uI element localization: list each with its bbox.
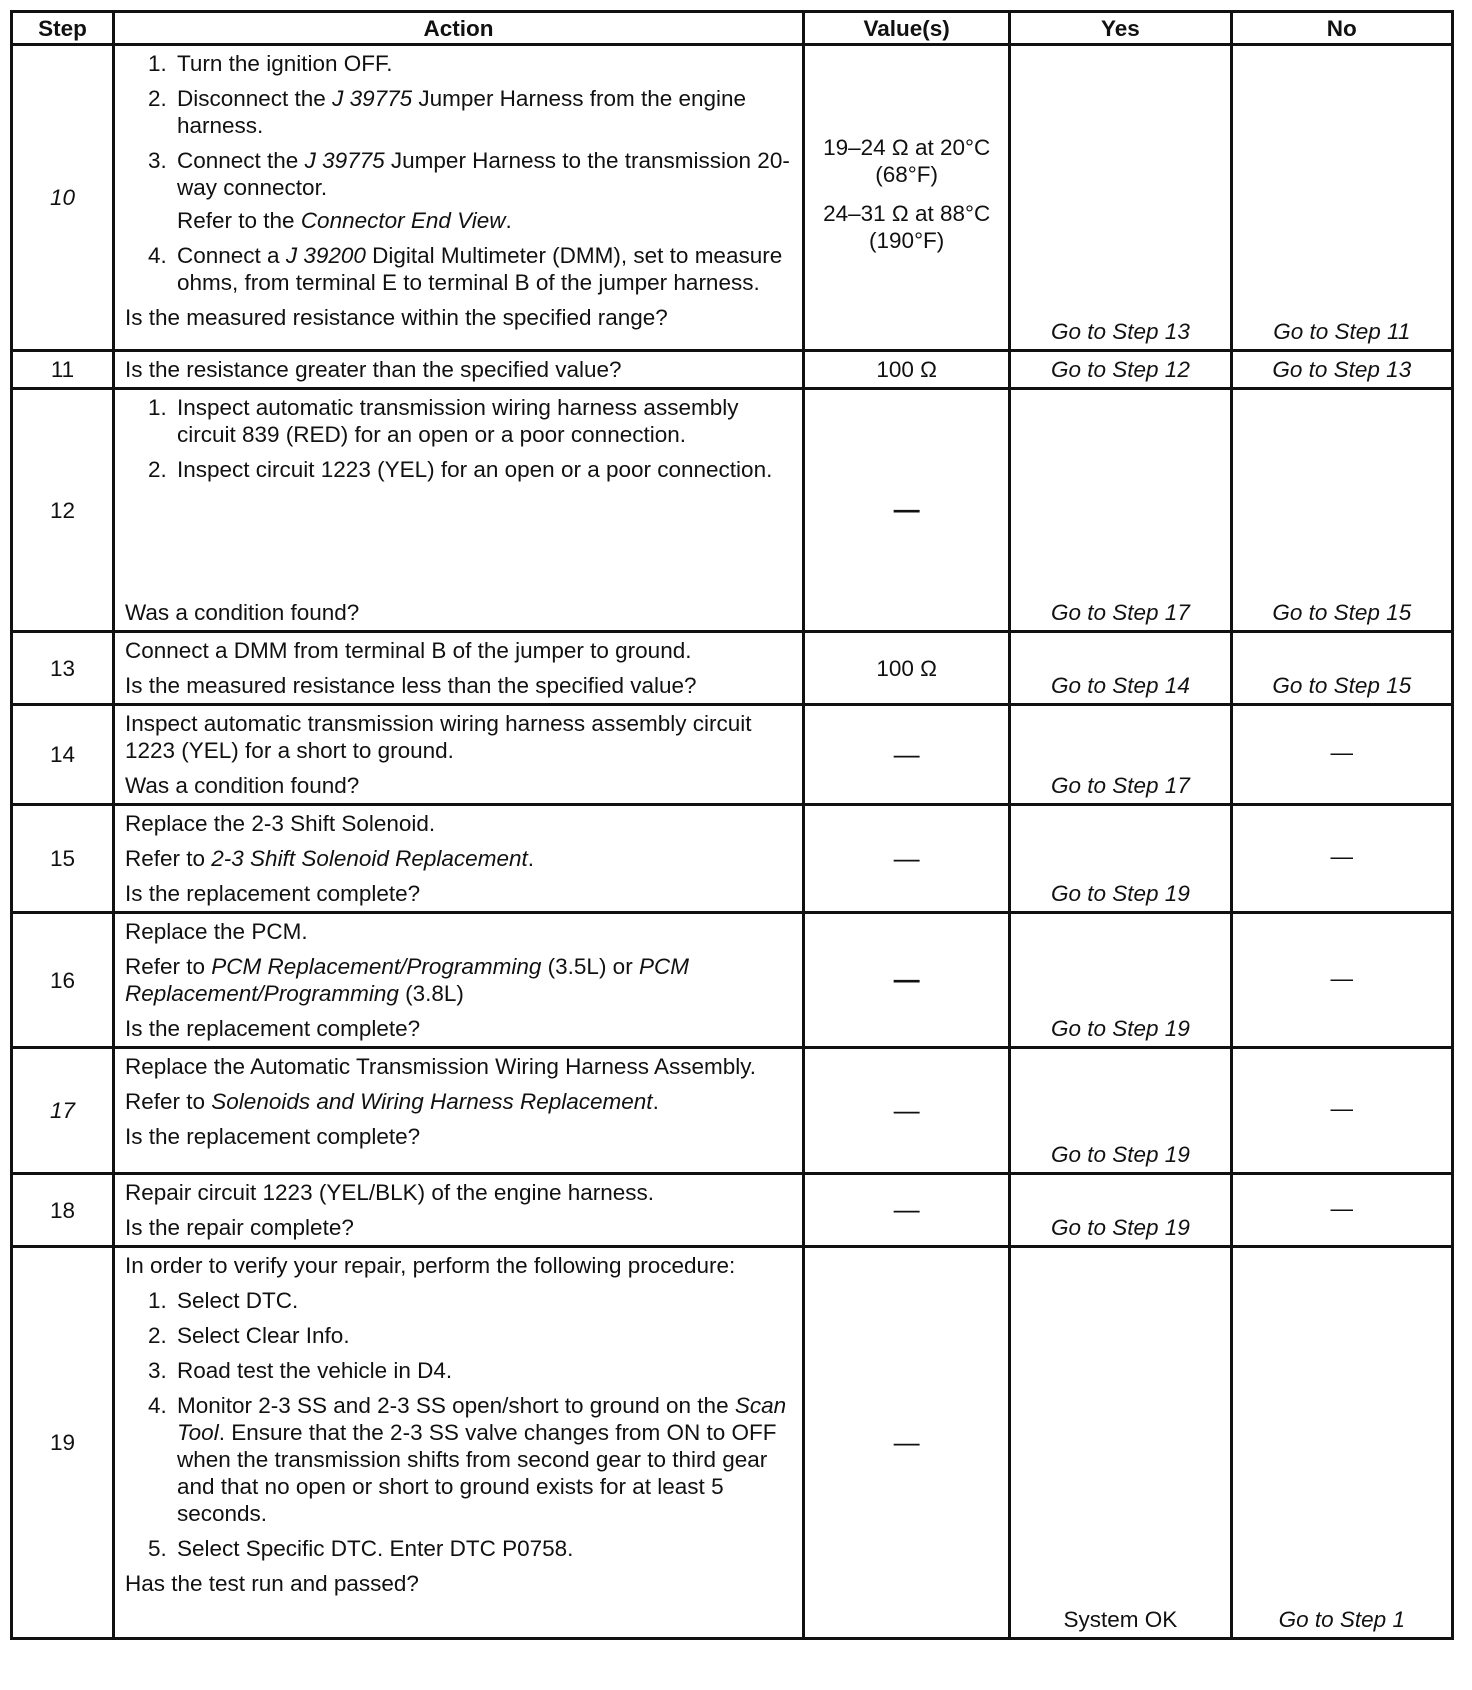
- diagnostic-table-sheet: [10, 10, 1454, 1640]
- action-cell: [113, 913, 803, 1048]
- step-number: 10: [12, 45, 114, 351]
- reference-note: Refer to 2-3 Shift Solenoid Replacement.: [124, 846, 534, 871]
- value-cell: [804, 45, 1010, 351]
- table-row: [12, 351, 1453, 389]
- dash-value: —: [893, 1426, 920, 1457]
- dash-value: —: [893, 842, 920, 873]
- no-result: Go to Step 15: [1231, 632, 1452, 705]
- action-text: Replace the PCM.: [124, 919, 308, 944]
- reference-note: Refer to Solenoids and Wiring Harness Replacement.: [124, 1089, 659, 1114]
- yes-result: Go to Step 17: [1010, 389, 1231, 632]
- action-step: 4. Monitor 2-3 SS and 2-3 SS open/short to ground on the Scan Tool. Ensure that the 2-3 SS valve changes from ON to OFF when the transmission shifts from second gear to third gear and that no open or short to ground exists for at least 5 seconds.: [173, 1392, 792, 1527]
- no-result: Go to Step 15: [1231, 389, 1452, 632]
- yes-result: Go to Step 19: [1010, 805, 1231, 913]
- action-text: In order to verify your repair, perform the following procedure:: [124, 1253, 736, 1278]
- action-text: Repair circuit 1223 (YEL/BLK) of the engine harness.: [124, 1180, 655, 1205]
- action-step: 1. Inspect automatic transmission wiring harness assembly circuit 839 (RED) for an open or a poor connection.: [173, 394, 792, 448]
- header-yes: Yes: [1010, 12, 1231, 45]
- header-values: Value(s): [804, 12, 1010, 45]
- yes-result: Go to Step 14: [1010, 632, 1231, 705]
- yes-result: System OK: [1010, 1247, 1231, 1639]
- value-text: 19–24 Ω at 20°C (68°F): [823, 134, 991, 187]
- action-step: 1. Select DTC.: [173, 1287, 792, 1314]
- yes-result: Go to Step 19: [1010, 913, 1231, 1048]
- action-step: 5. Select Specific DTC. Enter DTC P0758.: [173, 1535, 792, 1562]
- tool-name: J 39775: [332, 86, 413, 111]
- action-cell: [113, 45, 803, 351]
- action-step: 3. Road test the vehicle in D4.: [173, 1357, 792, 1384]
- table-row: [12, 389, 1453, 632]
- step-number: 11: [12, 351, 114, 389]
- step-number: 15: [12, 805, 114, 913]
- dash-value: —: [893, 738, 920, 769]
- action-step: 2. Inspect circuit 1223 (YEL) for an open or a poor connection.: [173, 456, 792, 483]
- step-number: 12: [12, 389, 114, 632]
- yes-result: Go to Step 13: [1010, 45, 1231, 351]
- value-text: 100 Ω: [804, 632, 1010, 705]
- action-text: Replace the 2-3 Shift Solenoid.: [124, 811, 436, 836]
- value-cell: [804, 1174, 1010, 1247]
- no-result: —: [1231, 1174, 1452, 1247]
- action-steps: [125, 394, 792, 491]
- question-text: Is the resistance greater than the specified value?: [124, 357, 622, 382]
- header-action: Action: [113, 12, 803, 45]
- header-step: Step: [12, 12, 114, 45]
- question-text: Has the test run and passed?: [124, 1571, 419, 1596]
- action-step: 1. Turn the ignition OFF.: [173, 50, 792, 77]
- step-number: 19: [12, 1247, 114, 1639]
- table-row: [12, 705, 1453, 805]
- action-step: 2. Disconnect the J 39775 Jumper Harness from the engine harness.: [173, 85, 792, 139]
- step-number: 18: [12, 1174, 114, 1247]
- dash-value: —: [893, 964, 920, 995]
- value-cell: [804, 1048, 1010, 1174]
- dash-value: —: [893, 1194, 920, 1225]
- no-result: —: [1231, 705, 1452, 805]
- question-text: Is the replacement complete?: [124, 1124, 421, 1149]
- value-cell: [804, 389, 1010, 632]
- action-text: Inspect automatic transmission wiring harness assembly circuit 1223 (YEL) for a short to ground.: [124, 711, 752, 763]
- value-cell: [804, 705, 1010, 805]
- no-result: —: [1231, 913, 1452, 1048]
- action-step: 3. Connect the J 39775 Jumper Harness to the transmission 20-way connector. Refer to the Connector End View.: [173, 147, 792, 234]
- table-row: [12, 1048, 1453, 1174]
- question-text: Was a condition found?: [124, 600, 360, 625]
- action-text: Replace the Automatic Transmission Wiring Harness Assembly.: [124, 1054, 757, 1079]
- yes-result: Go to Step 17: [1010, 705, 1231, 805]
- header-no: No: [1231, 12, 1452, 45]
- no-result: —: [1231, 805, 1452, 913]
- question-text: Was a condition found?: [124, 773, 360, 798]
- question-text: Is the replacement complete?: [124, 881, 421, 906]
- no-result: Go to Step 13: [1231, 351, 1452, 389]
- tool-name: Scan Tool: [176, 1393, 787, 1445]
- step-number: 16: [12, 913, 114, 1048]
- action-cell: [113, 705, 803, 805]
- step-number: 17: [12, 1048, 114, 1174]
- tool-name: J 39200: [285, 243, 366, 268]
- no-result: Go to Step 1: [1231, 1247, 1452, 1639]
- question-text: Is the replacement complete?: [124, 1016, 421, 1041]
- table-row: [12, 45, 1453, 351]
- value-cell: [804, 805, 1010, 913]
- table-row: [12, 913, 1453, 1048]
- action-step: 4. Connect a J 39200 Digital Multimeter (DMM), set to measure ohms, from terminal E to terminal B of the jumper harness.: [173, 242, 792, 296]
- action-cell: [113, 1247, 803, 1639]
- action-cell: [113, 1174, 803, 1247]
- action-cell: [113, 632, 803, 705]
- dash-value: —: [893, 1094, 920, 1125]
- dash-value: —: [893, 494, 920, 525]
- reference-note: Refer to the Connector End View.: [176, 208, 512, 233]
- action-steps: [125, 1287, 792, 1562]
- action-cell: [113, 1048, 803, 1174]
- yes-result: Go to Step 12: [1010, 351, 1231, 389]
- value-cell: [804, 913, 1010, 1048]
- step-number: 13: [12, 632, 114, 705]
- action-steps: [125, 50, 792, 296]
- no-result: —: [1231, 1048, 1452, 1174]
- table-row: [12, 1247, 1453, 1639]
- action-cell: [113, 351, 803, 389]
- table-row: [12, 805, 1453, 913]
- action-text: Connect a DMM from terminal B of the jumper to ground.: [124, 638, 692, 663]
- yes-result: Go to Step 19: [1010, 1174, 1231, 1247]
- question-text: Is the measured resistance within the specified range?: [124, 305, 668, 330]
- question-text: Is the measured resistance less than the specified value?: [124, 673, 697, 698]
- reference-note: Refer to PCM Replacement/Programming (3.5L) or PCM Replacement/Programming (3.8L): [124, 954, 689, 1006]
- action-cell: [113, 805, 803, 913]
- step-number: 14: [12, 705, 114, 805]
- value-text: 24–31 Ω at 88°C (190°F): [823, 200, 991, 253]
- action-cell: [113, 389, 803, 632]
- question-text: Is the repair complete?: [124, 1215, 354, 1240]
- value-cell: [804, 1247, 1010, 1639]
- table-row: [12, 632, 1453, 705]
- table-row: [12, 1174, 1453, 1247]
- action-step: 2. Select Clear Info.: [173, 1322, 792, 1349]
- diagnostic-table: [10, 10, 1454, 1640]
- yes-result: Go to Step 19: [1010, 1048, 1231, 1174]
- tool-name: J 39775: [304, 148, 385, 173]
- no-result: Go to Step 11: [1231, 45, 1452, 351]
- value-text: 100 Ω: [804, 351, 1010, 389]
- header-row: [12, 12, 1453, 45]
